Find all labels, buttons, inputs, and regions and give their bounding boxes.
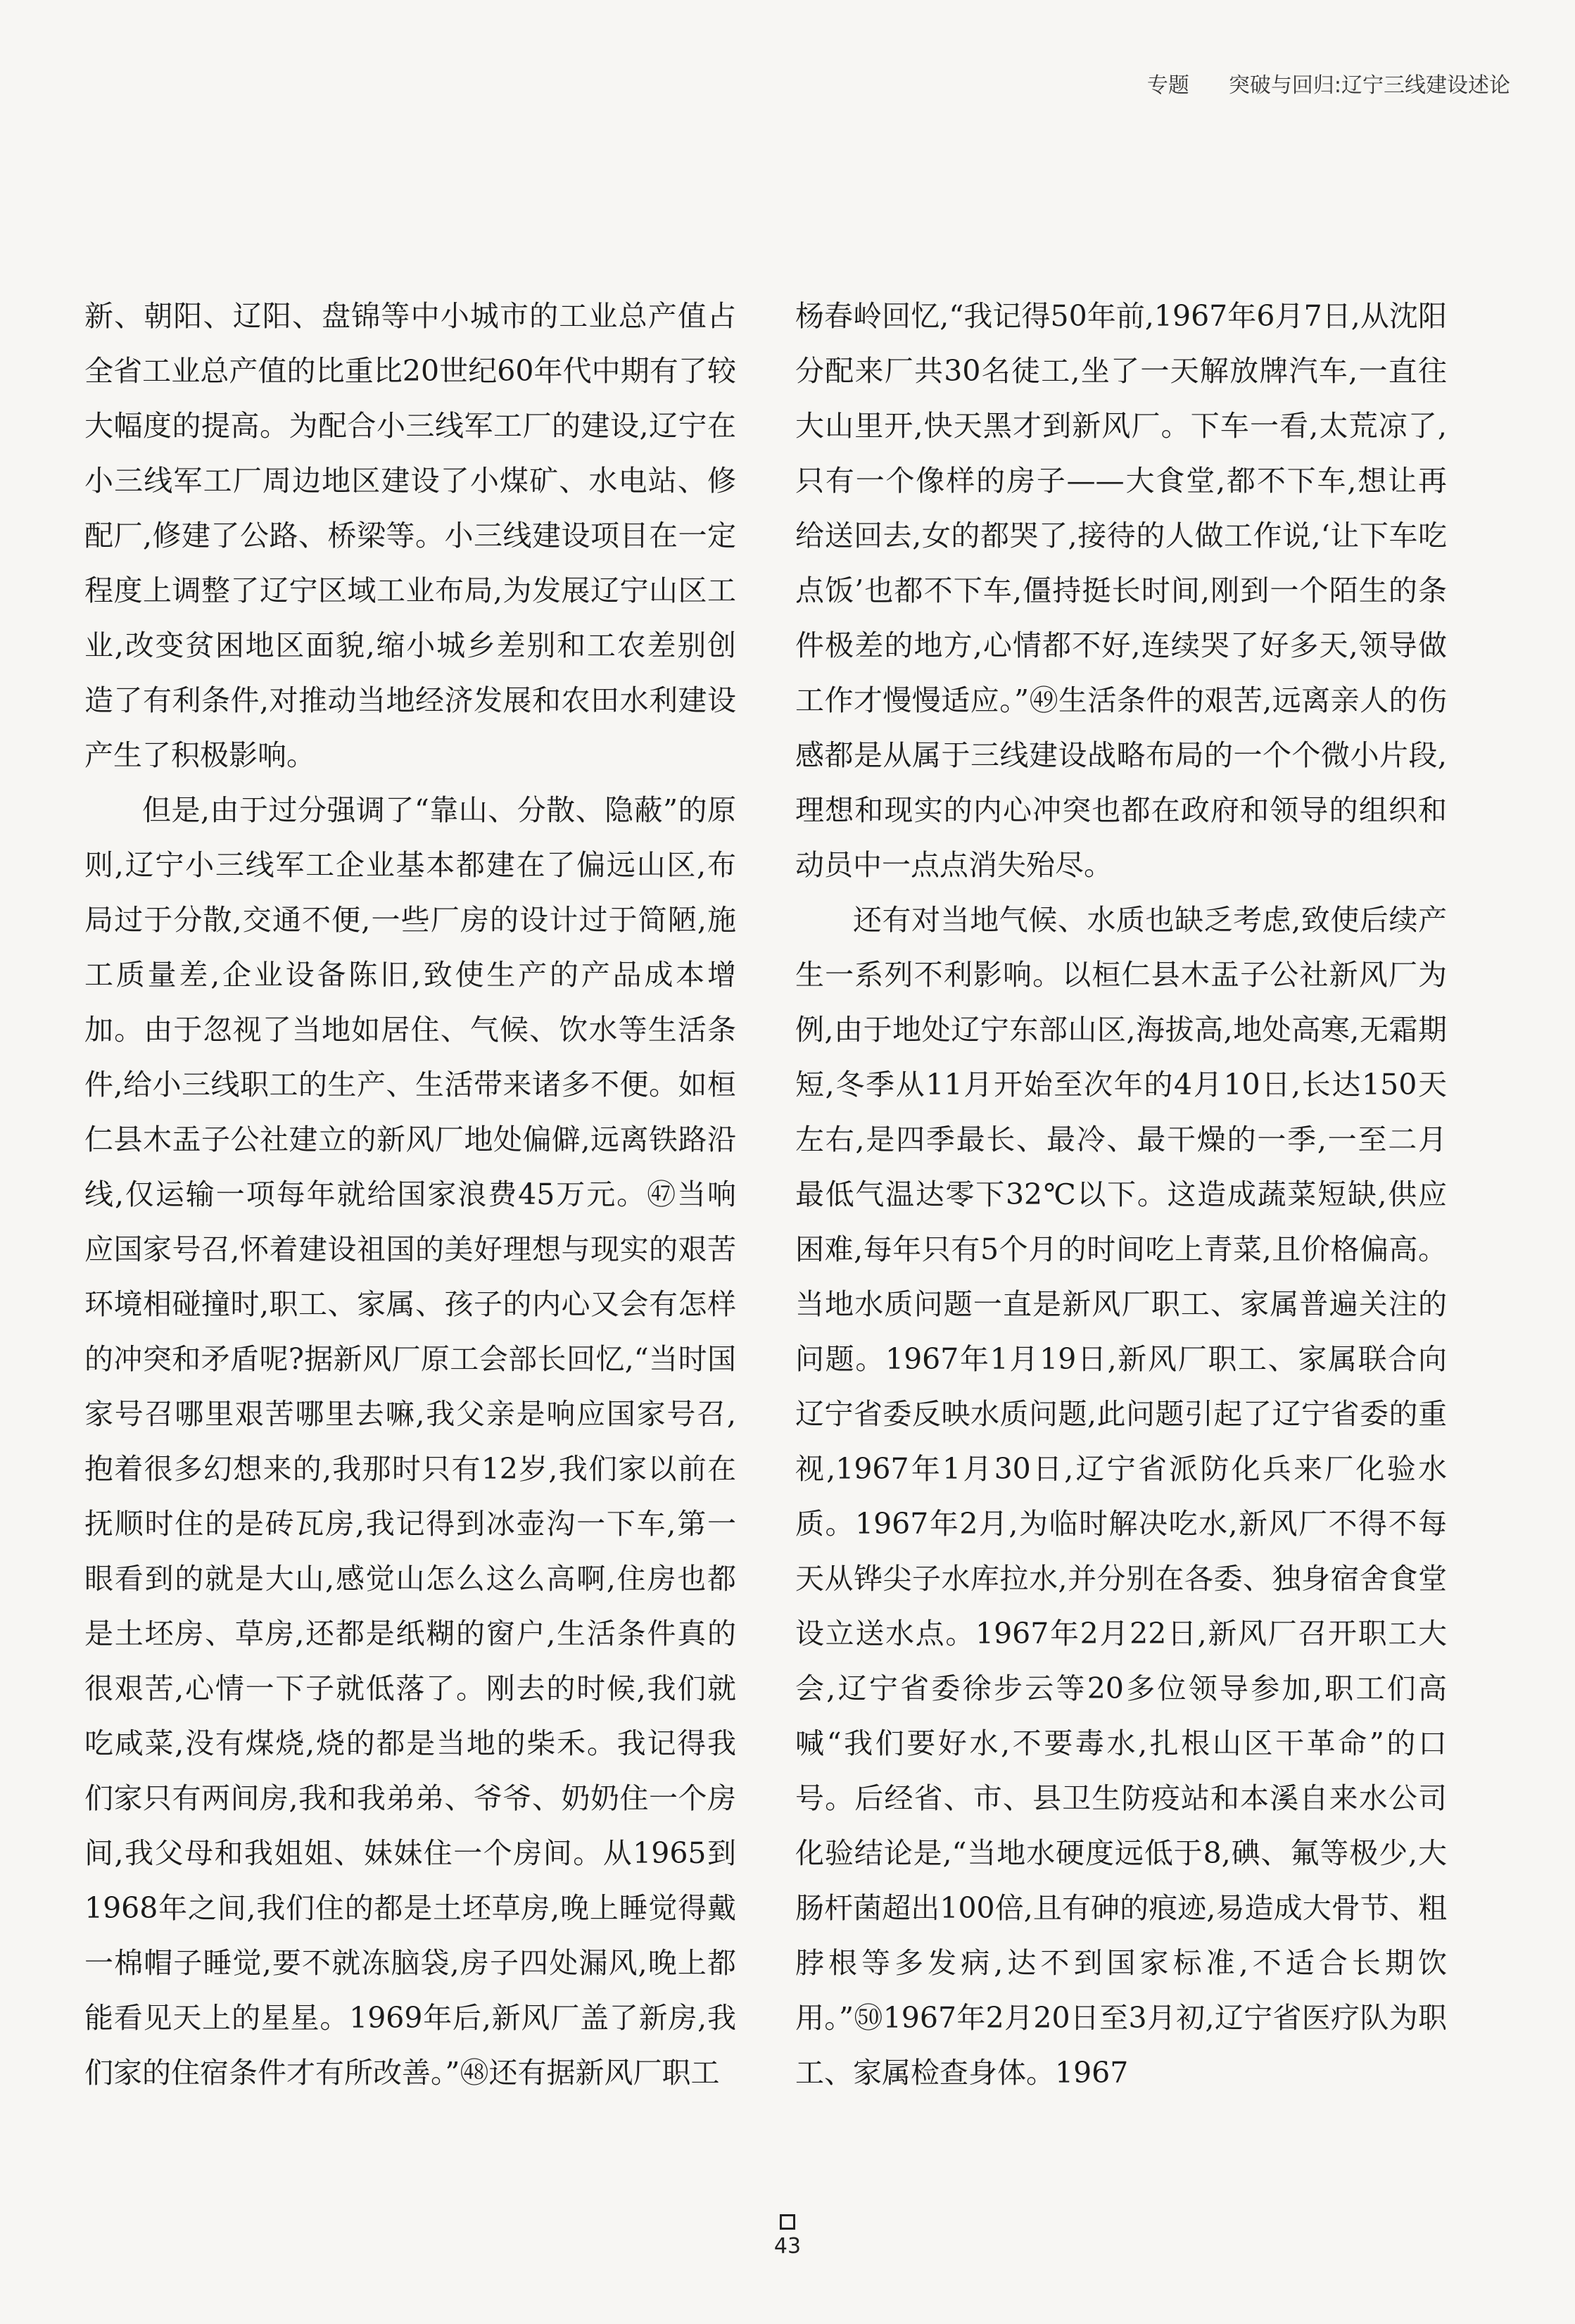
paragraph: 新、朝阳、辽阳、盘锦等中小城市的工业总产值占全省工业总产值的比重比20世纪60年代中期有了较大幅度的提高。为配合小三线军工厂的建设,辽宁在小三线军工厂周边地区建设了小煤矿、水电站、修配厂,修建了公路、桥梁等。小三线建设项目在一定程度上调整了辽宁区域工业布局,为发展辽宁山区工业,改变贫困地区面貌,缩小城乡差别和工农差别创造了有利条件,对推动当地经济发展和农田水利建设产生了积极影响。 [84, 299, 736, 772]
paragraph: 杨春岭回忆,“我记得50年前,1967年6月7日,从沈阳分配来厂共30名徒工,坐了一天解放牌汽车,一直往大山里开,快天黑才到新风厂。下车一看,太荒凉了,只有一个像样的房子——大食堂,都不下车,想让再给送回去,女的都哭了,接待的人做工作说,‘让下车吃点饭’也都不下车,僵持挺长时间,刚到一个陌生的条件极差的地方,心情都不好,连续哭了好多天,领导做工作才慢慢适应。”㊾生活条件的艰苦,远离亲人的伤感都是从属于三线建设战略布局的一个个微小片段,理想和现实的内心冲突也都在政府和领导的组织和动员中一点点消失殆尽。 [795, 299, 1447, 882]
page-footer [0, 2214, 1575, 2259]
right-column [795, 289, 1447, 2100]
header-title: 突破与回归:辽宁三线建设述论 [1228, 73, 1510, 98]
paragraph: 但是,由于过分强调了“靠山、分散、隐蔽”的原则,辽宁小三线军工企业基本都建在了偏远山区,布局过于分散,交通不便,一些厂房的设计过于简陋,施工质量差,企业设备陈旧,致使生产的产品成本增加。由于忽视了当地如居住、气候、饮水等生活条件,给小三线职工的生产、生活带来诸多不便。如桓仁县木盂子公社建立的新风厂地处偏僻,远离铁路沿线,仅运输一项每年就给国家浪费45万元。㊼当响应国家号召,怀着建设祖国的美好理想与现实的艰苦环境相碰撞时,职工、家属、孩子的内心又会有怎样的冲突和矛盾呢?据新风厂原工会部长回忆,“当时国家号召哪里艰苦哪里去嘛,我父亲是响应国家号召,抱着很多幻想来的,我那时只有12岁,我们家以前在抚顺时住的是砖瓦房,我记得到冰壶沟一下车,第一眼看到的就是大山,感觉山怎么这么高啊,住房也都是土坯房、草房,还都是纸糊的窗户,生活条件真的很艰苦,心情一下子就低落了。刚去的时候,我们就吃咸菜,没有煤烧,烧的都是当地的柴禾。我记得我们家只有两间房,我和我弟弟、爷爷、奶奶住一个房间,我父母和我姐姐、妹妹住一个房间。从1965到1968年之间,我们住的都是土坯草房,晚上睡觉得戴一棉帽子睡觉,要不就冻脑袋,房子四处漏风,晚上都能看见天上的星星。1969年后,新风厂盖了新房,我们家的住宿条件才有所改善。”㊽还有据新风厂职工 [84, 793, 736, 2090]
page-number: 43 [773, 2234, 802, 2259]
running-header [1147, 68, 1510, 99]
header-section: 专题 [1146, 73, 1189, 98]
left-column [84, 289, 736, 2100]
paragraph: 还有对当地气候、水质也缺乏考虑,致使后续产生一系列不利影响。以桓仁县木盂子公社新风厂为例,由于地处辽宁东部山区,海拔高,地处高寒,无霜期短,冬季从11月开始至次年的4月10日,长达150天左右,是四季最长、最冷、最干燥的一季,一至二月最低气温达零下32℃以下。这造成蔬菜短缺,供应困难,每年只有5个月的时间吃上青菜,且价格偏高。当地水质问题一直是新风厂职工、家属普遍关注的问题。1967年1月19日,新风厂职工、家属联合向辽宁省委反映水质问题,此问题引起了辽宁省委的重视,1967年1月30日,辽宁省派防化兵来厂化验水质。1967年2月,为临时解决吃水,新风厂不得不每天从铧尖子水库拉水,并分别在各委、独身宿舍食堂设立送水点。1967年2月22日,新风厂召开职工大会,辽宁省委徐步云等20多位领导参加,职工们高喊“我们要好水,不要毒水,扎根山区干革命”的口号。后经省、市、县卫生防疫站和本溪自来水公司化验结论是,“当地水硬度远低于8,碘、氟等极少,大肠杆菌超出100倍,且有砷的痕迹,易造成大骨节、粗脖根等多发病,达不到国家标准,不适合长期饮用。”㊿1967年2月20日至3月初,辽宁省医疗队为职工、家属检查身体。1967 [795, 903, 1447, 2090]
page-marker-icon [780, 2214, 795, 2230]
